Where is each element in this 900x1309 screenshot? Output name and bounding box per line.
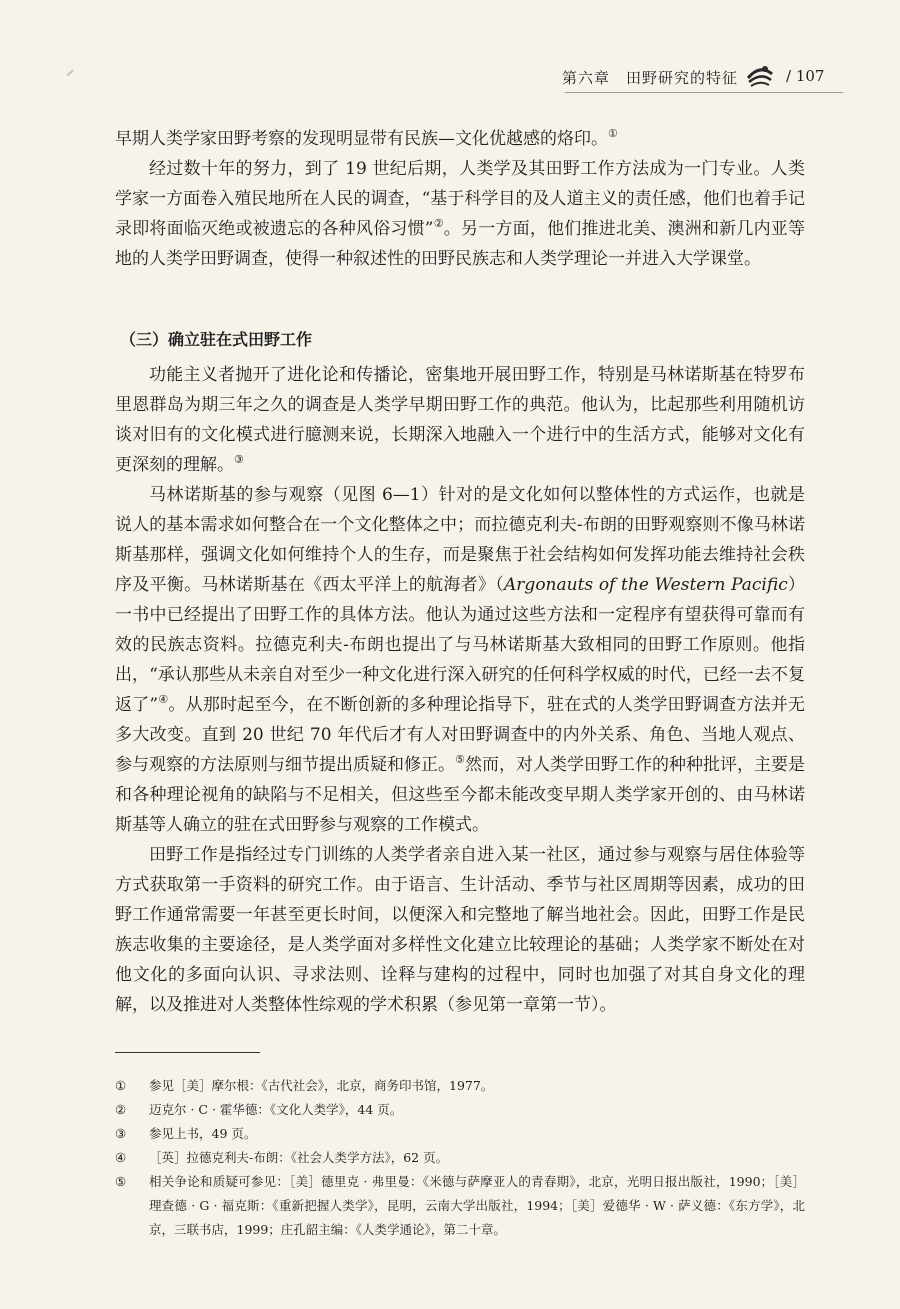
paragraph: [115, 154, 805, 274]
footnote-ref[interactable]: ②: [433, 217, 444, 230]
footnote: [115, 1170, 805, 1242]
footnote: [115, 1074, 805, 1098]
footnote-mark: ②: [115, 1102, 127, 1117]
footnote-divider: [115, 1052, 260, 1053]
footnote-text: 参见［美］摩尔根：《古代社会》，北京，商务印书馆，1977。: [149, 1078, 494, 1093]
book-title-italic: Argonauts of the Western Pacific: [504, 575, 788, 595]
footnote-ref[interactable]: ⑤: [455, 753, 465, 766]
footnote-mark: ⑤: [115, 1174, 127, 1189]
running-header: [0, 60, 900, 96]
footnote-text: ［英］拉德克利夫-布朗：《社会人类学方法》，62 页。: [149, 1150, 449, 1165]
paragraph-text: 经过数十年的努力，到了 19 世纪后期，人类学及其田野工作方法成为一门专业。人类学家一方面卷入殖民地所在人民的调查，“基于科学目的及人道主义的责任感，他们也着手记录即将面临灭绝或被遗忘的各种风俗习惯”: [115, 159, 805, 239]
section-text: [115, 360, 805, 1020]
paragraph-text: 。另一方面，他们推进北美、澳洲和新几内亚等地的人类学田野调查，使得一种叙述性的田野民族志和人类学理论一并进入大学课堂。: [115, 219, 805, 269]
chapter-emblem-icon: [745, 60, 775, 90]
paragraph-text: 田野工作是指经过专门训练的人类学者亲自进入某一社区，通过参与观察与居住体验等方式获取第一手资料的研究工作。由于语言、生计活动、季节与社区周期等因素，成功的田野工作通常需要一年甚至更长时间，以便深入和完整地了解当地社会。因此，田野工作是民族志收集的主要途径，是人类学面对多样性文化建立比较理论的基础；人类学家不断处在对他文化的多面向认识、寻求法则、诠释与建构的过程中，同时也加强了对其自身文化的理解，以及推进对人类整体性综观的学术积累（参见第一章第一节）。: [115, 845, 805, 1015]
header-rule: [565, 92, 843, 93]
footnote-mark: ④: [115, 1150, 127, 1165]
paragraph: [115, 124, 805, 154]
footnote-mark: ①: [115, 1078, 127, 1093]
footnote-ref[interactable]: ④: [158, 693, 169, 706]
footnote: [115, 1122, 805, 1146]
footnote-ref[interactable]: ①: [608, 127, 618, 140]
page-number: / 107: [786, 67, 825, 85]
footnote-text: 相关争论和质疑可参见：［美］德里克 · 弗里曼：《米德与萨摩亚人的青春期》，北京，光明日报出版社，1990；［美］理查德 · G · 福克斯：《重新把握人类学》，昆明，云南大学出版社，1994；［美］爱德华 · W · 萨义德：《东方学》，北京，三联书店，1999；庄孔韶主编：《人类学通论》，第二十章。: [149, 1174, 805, 1237]
footnote-text: 迈克尔 · C · 霍华德：《文化人类学》，44 页。: [149, 1102, 403, 1117]
footnote-ref[interactable]: ③: [234, 453, 244, 466]
paragraph-text: 早期人类学家田野考察的发现明显带有民族—文化优越感的烙印。: [115, 129, 608, 149]
footnote-mark: ③: [115, 1126, 127, 1141]
footnotes: [115, 1074, 805, 1242]
paragraph-text: 功能主义者抛开了进化论和传播论，密集地开展田野工作，特别是马林诺斯基在特罗布里恩群岛为期三年之久的调查是人类学早期田野工作的典范。他认为，比起那些利用随机访谈对旧有的文化模式进行臆测来说，长期深入地融入一个进行中的生活方式，能够对文化有更深刻的理解。: [115, 365, 805, 475]
section-heading: （三）确立驻在式田野工作: [120, 330, 313, 349]
intro-text: [115, 124, 805, 274]
footnote-text: 参见上书，49 页。: [149, 1126, 257, 1141]
paragraph-text: ）一书中已经提出了田野工作的具体方法。他认为通过这些方法和一定程序有望获得可靠而有效的民族志资料。拉德克利夫-布朗也提出了与马林诺斯基大致相同的田野工作原则。他指出，“承认那些从未亲自对至少一种文化进行深入研究的任何科学权威的时代，已经一去不复返了”: [115, 575, 806, 715]
paragraph: [115, 840, 805, 1020]
paragraph-text: 然而，对人类学田野工作的种种批评，主要是和各种理论视角的缺陷与不足相关，但这些至今都未能改变早期人类学家开创的、由马林诺斯基等人确立的驻在式田野参与观察的工作模式。: [115, 755, 805, 835]
paragraph: [115, 360, 805, 480]
chapter-title: 第六章 田野研究的特征: [561, 69, 738, 87]
footnote: [115, 1098, 805, 1122]
paragraph-text: 。从那时起至今，在不断创新的多种理论指导下，驻在式的人类学田野调查方法并无多大改变。直到 20 世纪 70 年代后才有人对田野调查中的内外关系、角色、当地人观点、参与观察的方法原则与细节提出质疑和修正。: [115, 695, 805, 775]
paragraph: [115, 480, 805, 840]
paragraph-text: 马林诺斯基的参与观察（见图 6—1）针对的是文化如何以整体性的方式运作，也就是说人的基本需求如何整合在一个文化整体之中；而拉德克利夫-布朗的田野观察则不像马林诺斯基那样，强调文化如何维持个人的生存，而是聚焦于社会结构如何发挥功能去维持社会秩序及平衡。马林诺斯基在《西太平洋上的航海者》（: [115, 485, 805, 595]
footnote: [115, 1146, 805, 1170]
